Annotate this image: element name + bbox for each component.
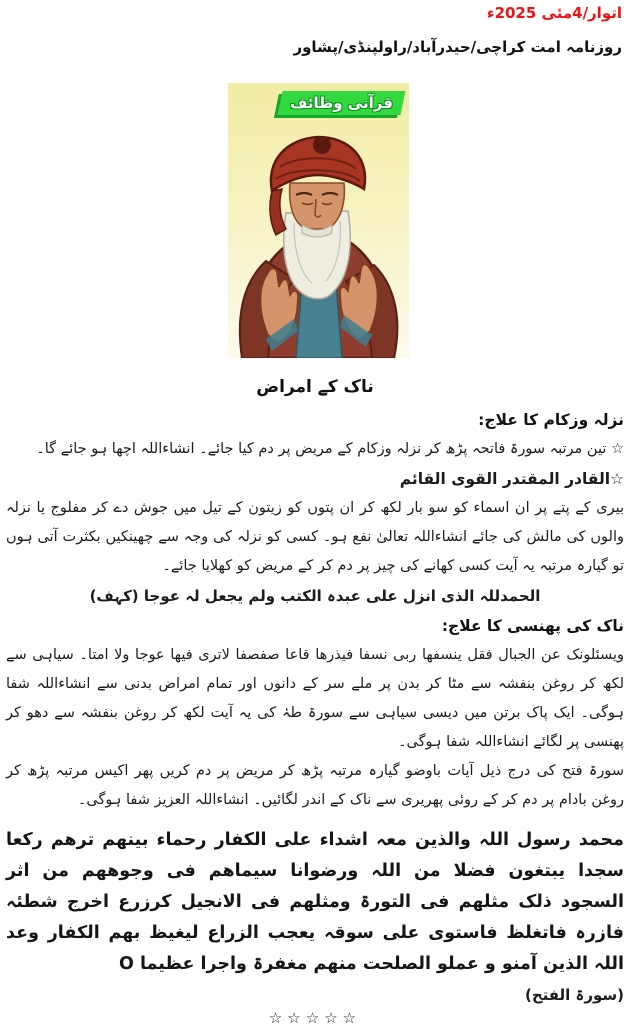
publication-date: اتوار/4مئی 2025ء [486, 4, 622, 22]
newspaper-name-line: روزنامہ امت کراچی/حیدرآباد/راولپنڈی/پشاور [293, 38, 622, 56]
article-body [6, 406, 624, 1010]
verse-surah-kahf: الحمدللہ الذی انزل علی عبدہ الکتب ولم یجعل لہ عوجا (کہف) [89, 587, 541, 605]
quran-reference: (سورۃ الفتح) [524, 986, 624, 1004]
section-heading-nazla-zukam: نزلہ وزکام کا علاج: [478, 411, 624, 429]
article-title: ناک کے امراض [256, 377, 374, 397]
divine-names-line: ☆القادر المقتدر القوی القائم [399, 470, 624, 488]
quran-verse-block: محمد رسول اللہ والذین معہ اشداء علی الکفار رحماء بینھم ترھم رکعا سجدا یبتغون فضلا من اللہ ورضوانا سیماھم فی وجوھھم من اثر السجود ذلک مثلھم فی التورۃ ومثلھم فی الانجیل کرزرع اخرج شطئہ فازرہ فاتغلظ فاستوی علی سوقہ یعجب الزراع لیغیظ بھم الکفار وعد اللہ الذین آمنو و عملو الصلحت منھم مغفرۃ واجرا عظیما O [6, 830, 624, 974]
star-separator: ☆☆☆☆☆ [268, 1009, 362, 1027]
section-heading-phunsi: ناک کی پھنسی کا علاج: [441, 617, 624, 635]
remedy-line-fatiha: ☆ تین مرتبہ سورۃ فاتحہ پڑھ کر نزلہ وزکام کے مریض پر دم کیا جائے۔ انشاءاللہ اچھا ہو جائے گا۔ [36, 441, 624, 457]
paragraph-phunsi-remedy: ویسئلونک عن الجبال فقل ینسفھا ربی نسفا فیذرھا قاعا صفصفا لاتری فیھا عوجا ولا امتا۔ سیاہی سے لکھ کر روغن بنفشہ سے مٹا کر بدن پر ملے سر کے دانوں اور تمام امراض بدنی سے انشاءاللہ شفا ہوگی۔ ایک پاک برتن میں دیسی سیاہی سے سورۃ طہٰ کی یہ آیت لکھ کر روغن بنفشہ سے دھو کر پھنسی پر لگائے انشاءاللہ شفا ہوگی۔ [6, 647, 624, 750]
paragraph-surah-fatah-instructions: سورۃ فتح کی درج ذیل آیات باوضو گیارہ مرتبہ پڑھ کر مریض پر دم کریں پھر اکیس مرتبہ پڑھ کر روغن بادام پر دم کر کے روئی پھریری سے ناک کے اندر لگائیں۔ انشاءاللہ العزیز شفا ہوگی۔ [6, 763, 624, 808]
praying-man-drawing [228, 83, 409, 358]
banner-label: قرآنی وظائف [290, 94, 393, 112]
praying-elder-illustration [228, 83, 409, 358]
paragraph-beri-leaves: بیری کے پتے پر ان اسماء کو سو بار لکھ کر ان پتوں کو زیتون کے تیل میں جوش دے کر مفلوج یا نزلہ والوں کی مالش کی جائے انشاءاللہ تعالیٰ نفع ہو۔ کسی کو نزلہ کی وجہ سے چھینکیں بکثرت آتی ہوں تو گیارہ مرتبہ یہ آیت کسی کھانے کی چیز پر دم کر کے مریض کو کھلایا جائے۔ [6, 500, 624, 574]
banner-qurani-wazaif [277, 91, 405, 115]
